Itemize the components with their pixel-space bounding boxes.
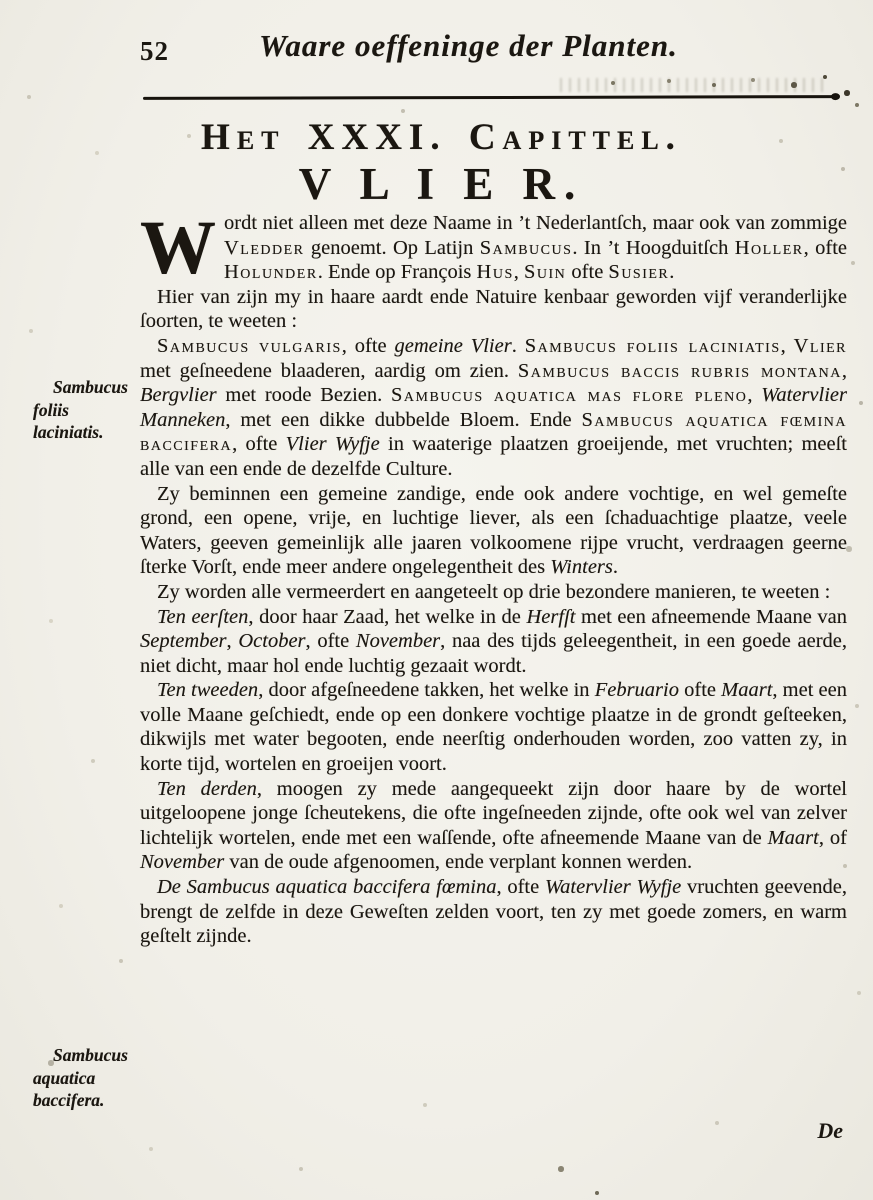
text-segment: , met een dikke dubbelde Bloem. Ende — [225, 408, 582, 431]
text-segment: met roode Bezien. — [216, 384, 391, 407]
paragraph-ten-eersten — [140, 605, 847, 679]
small-caps-name: Sambucus baccis rubris montana — [517, 359, 842, 382]
text-segment: in waaterige plaatzen groeijende, met vruchten; meeſt alle van een ende de dezelfde Culture. — [140, 433, 847, 480]
small-caps-name: Susier — [608, 261, 670, 284]
paper-speckle-noise — [0, 0, 2, 2]
italic-phrase: De Sambucus aquatica baccifera fœmina — [157, 876, 497, 899]
text-segment: , ofte — [803, 236, 848, 259]
text-segment: Zy beminnen een gemeine zandige, ende ook andere vochtige, en wel gemeſte grond, een opene, vrije, en luchtige liever, als een ſchaduachtige plaatze, veele Waters, geeven gemeinlijk alle jaaren volkoomene rijpe vrucht, verdraagen geerne ſterke Vorſt, ende meer andere ongelegentheit des — [140, 482, 847, 579]
paragraph-ten-tweeden — [140, 678, 847, 776]
italic-phrase: September — [140, 630, 227, 653]
text-segment: vruchten geevende, brengt de zelfde in deze Geweſten zelden voort, ten zy met goede zomers, en warm geſtelt zijnde. — [140, 876, 847, 948]
running-title: Waare oeffeninge der Planten. — [259, 28, 678, 63]
text-segment: , door afgeſneedene takken, het welke in — [258, 679, 595, 702]
text-segment: van de oude afgenoomen, ende verplant konnen werden. — [224, 851, 693, 874]
italic-phrase: Maart — [767, 826, 819, 849]
small-caps-name: Sambucus aquatica mas flore pleno — [390, 384, 748, 407]
text-segment: , of — [818, 826, 847, 849]
text-segment: . — [669, 261, 675, 284]
text-segment: , ofte — [305, 630, 356, 653]
small-caps-name: Vledder — [224, 236, 305, 259]
paragraph-intro — [140, 206, 848, 290]
small-caps-name: Sambucus — [479, 236, 573, 259]
paragraph-species-list — [140, 334, 847, 482]
paragraph-manieren — [140, 580, 847, 605]
italic-phrase: Watervlier Manneken — [140, 384, 847, 431]
text-segment: , — [226, 630, 239, 653]
text-segment: ordt niet alleen met deze Naame in ’t Nederlantſch, maar ook van zommige — [224, 212, 847, 234]
text-segment: genoemt. Op Latijn — [304, 236, 480, 259]
small-caps-name: Suin — [524, 261, 567, 284]
text-segment: . — [612, 556, 619, 579]
text-segment: , — [513, 261, 524, 284]
body-text — [140, 206, 848, 949]
ink-showthrough-smudge — [560, 78, 830, 92]
catchword: De — [817, 1118, 843, 1143]
margin-note: Sambucus foliis laciniatis. — [33, 377, 128, 442]
chapter-title: V L I E R. — [298, 159, 585, 209]
text-segment: . Ende op François — [317, 261, 477, 284]
text-segment: , — [841, 359, 847, 382]
text-segment: , ofte — [232, 433, 286, 456]
header-rule — [143, 95, 837, 100]
small-caps-name: Vlier — [793, 334, 848, 357]
text-segment: ofte — [566, 261, 609, 284]
italic-phrase: Ten tweeden — [157, 679, 259, 702]
text-segment: Hier van zijn my in haare aardt ende Natuire kenbaar geworden vijf veranderlijke ſoorten, te weeten : — [140, 285, 847, 333]
small-caps-name: Holunder — [224, 261, 318, 284]
text-segment: , naa des tijds geleegentheit, in een goede aerde, niet dicht, maar hol ende luchtig gezaait wordt. — [140, 630, 848, 677]
italic-phrase: November — [140, 851, 225, 874]
italic-phrase: gemeine Vlier — [394, 334, 512, 357]
text-segment: Zy worden alle vermeerdert en aangeteelt op drie bezondere manieren, te weeten : — [157, 580, 831, 603]
small-caps-name: Sambucus aquatica fœmina baccifera — [140, 408, 847, 456]
paragraph-soorten — [140, 285, 847, 334]
italic-phrase: Vlier Wyfje — [285, 433, 380, 456]
text-segment: . In ’t Hoogduitſch — [572, 236, 735, 259]
italic-phrase: Ten eerſten — [157, 605, 249, 628]
text-segment: , — [747, 384, 762, 407]
small-caps-name: Sambucus vulgaris — [157, 334, 342, 357]
margin-note: Sambucus aquatica baccifera. — [33, 1045, 128, 1110]
italic-phrase: Watervlier Wyfje — [544, 876, 682, 899]
text-segment: , door haar Zaad, het welke in de — [248, 605, 527, 628]
text-segment: , met een volle Maane geſchiedt, ende op een donkere vochtige plaatze in de grondt geſteeken, dikwijls met water begooten, ende neerſtig onderhouden worden, zoo vatten zy, in korte tijd, wortelen en groeijen voort. — [140, 679, 847, 776]
text-segment: . — [511, 334, 525, 357]
text-segment: ofte — [678, 679, 722, 702]
italic-phrase: October — [238, 630, 306, 653]
italic-phrase: Februario — [594, 679, 679, 702]
italic-phrase: Herfſt — [526, 605, 576, 628]
italic-phrase: November — [355, 630, 441, 653]
small-caps-name: Holler — [734, 236, 804, 259]
text-segment: , — [780, 334, 794, 357]
italic-phrase: Bergvlier — [140, 384, 217, 407]
drop-cap-initial: W — [140, 206, 216, 290]
text-segment: , ofte — [496, 876, 545, 899]
italic-phrase: Ten derden — [157, 777, 257, 800]
italic-phrase: Winters — [550, 556, 613, 579]
italic-phrase: Maart — [721, 679, 773, 702]
chapter-heading: Het XXXI. Capittel. — [201, 117, 682, 158]
paragraph-baccifera — [140, 875, 847, 949]
text-segment: , moogen zy mede aangequeekt zijn door haare by de wortel uitgeloopene jonge ſcheutekens, die ofte ingeſneeden zijnde, ofte ook wel van zelver lichtelijk wortelen, ende met een waſſende, ofte afneemende Maane van de — [140, 777, 847, 849]
text-segment: met geſneedene blaaderen, aardig om zien. — [140, 359, 518, 382]
paragraph-grond — [140, 482, 847, 580]
small-caps-name: Sambucus foliis laciniatis — [524, 334, 781, 357]
small-caps-name: Hus — [476, 261, 514, 284]
page-number: 52 — [140, 36, 169, 66]
text-segment: met een afneemende Maane van — [575, 605, 848, 628]
text-segment: , ofte — [341, 334, 395, 357]
paragraph-ten-derden — [140, 777, 847, 875]
